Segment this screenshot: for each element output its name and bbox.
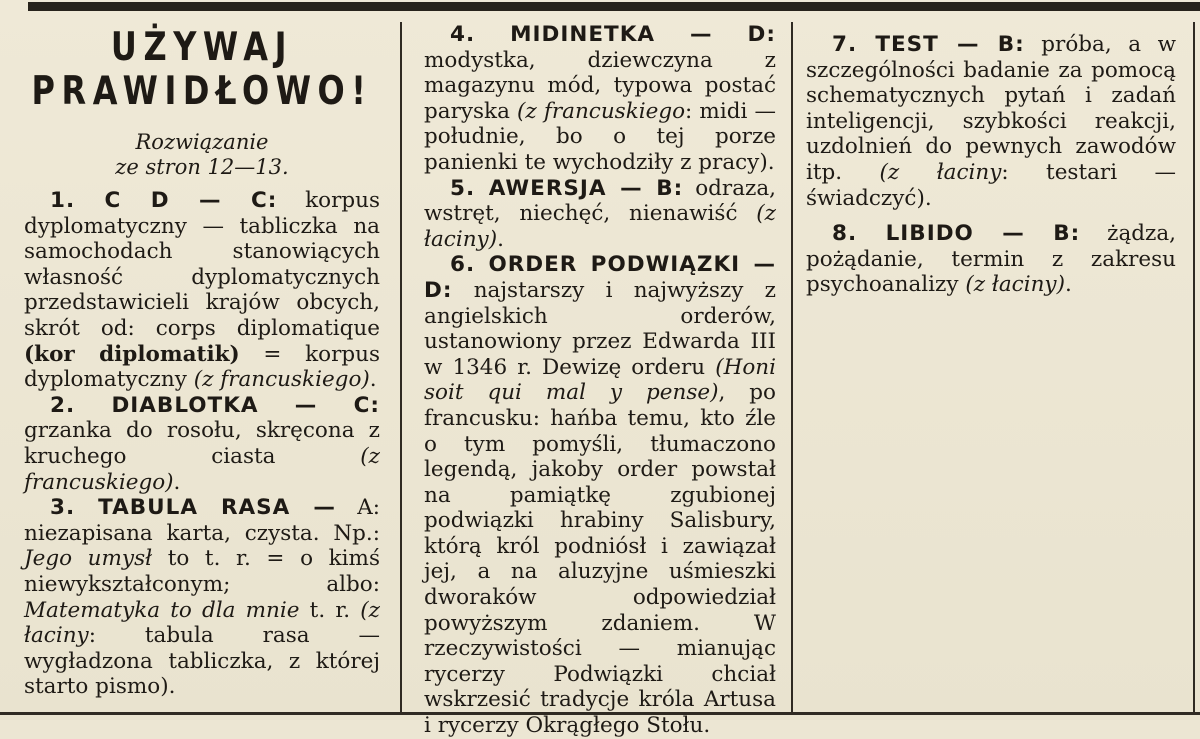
entry-2-text: grzanka do rosołu, skręcona z kruchego ciasta [24,418,380,469]
entry-8 [806,221,1176,298]
entry-7-origin: (z łaciny [879,159,1002,185]
column-divider-2 [791,22,793,712]
entry-8-end: . [1064,272,1072,298]
entry-8-origin: (z łaciny) [965,272,1065,298]
headline-line-1: UŻYWAJ [110,25,294,70]
column-3 [806,22,1176,714]
entry-3-example-2: Matematyka to dla mnie [24,597,300,623]
entry-6-title: 6. ORDER PODWIĄZKI — D: [424,252,776,303]
entry-7-text: próba, a w szczególności badanie za pomocą schematycznych pytań i zadań inteligencji, szybkości reakcji, uzdolnień do pewnych zawodów itp. [806,32,1177,185]
entry-1-origin: (z francuskiego) [193,367,370,393]
entry-2-origin: (z francuskiego) [24,443,380,495]
entry-6-text-2: , po francusku: hańba temu, kto źle o tym pomyśli, tłumaczono legendą, jakoby order powstał na pamiątkę zgubionej podwiązki hrabiny Salisbury, którą król podniósł i zawiązał jej, a na aluzyjne uśmieszki dworaków odpowiedział powyższym zdaniem. W rzeczywistości — mianując rycerzy Podwiązki chciał wskrzesić tradycje króla Artusa i rycerzy Okrągłego Stołu. [424,380,776,739]
entry-3-origin: (z łaciny [24,597,380,649]
entry-1-text: korpus dyplomatyczny — tabliczka na samochodach stanowiących własność dyplomatycznych przedstawicieli krajów obcych, skrót od: corps diplomatique [24,188,380,341]
entry-3-text: A: niezapisana karta, czysta. Np.: [24,495,380,546]
entry-4-title: 4. MIDINETKA — D: [450,22,776,47]
entry-1-title: 1. C D — C: [50,188,278,213]
entry-6-text: najstarszy i najwyższy z angielskich orderów, ustanowiony przez Edwarda III w 1346 r. Dewizę orderu [424,277,776,380]
column-2 [424,22,776,739]
top-rule [28,2,1200,11]
entry-5-origin: (z łaciny) [424,201,776,252]
entry-7-title: 7. TEST — B: [832,32,1025,57]
entry-5-text: odraza, wstręt, niechęć, nienawiść [424,175,776,227]
entry-4 [424,22,776,176]
entry-2-end: . [173,469,181,495]
entry-1-end: . [369,367,377,393]
entry-7-text-2: : testari — świadczyć). [806,159,1176,211]
subtitle-line-2: ze stron 12—13. [115,155,289,179]
subtitle [24,130,380,180]
entry-7 [806,32,1176,211]
entry-8-text: żądza, pożądanie, termin z zakresu psychoanalizy [806,221,1176,298]
entry-8-title: 8. LIBIDO — B: [832,221,1081,247]
headline [31,26,372,114]
entry-3 [24,495,380,700]
entry-2-title: 2. DIABLOTKA — C: [50,392,380,418]
entry-3-example: Jego umysł [24,546,153,572]
entry-6-motto: (Honi soit qui mal y pense) [424,354,776,406]
subtitle-line-1: Rozwiązanie [135,130,269,154]
entry-6 [424,252,776,738]
entry-5-title: 5. AWERSJA — B: [450,175,684,201]
entry-2 [24,393,380,495]
entry-3-text-3: t. r. [299,597,361,623]
column-1 [24,22,380,714]
entry-1-text-2: = korpus dyplomatyczny [24,341,381,393]
entry-3-title: 3. TABULA RASA — [50,495,336,521]
entry-5-end: . [497,226,504,252]
entry-3-text-4: : tabula rasa — wygładzona tabliczka, z której starto pismo). [24,623,380,700]
entry-4-text-2: : midi — południe, bo o tej porze panienki te wychodziły z pracy). [424,98,776,175]
entry-3-text-2: to t. r. = o kimś niewykształconym; albo: [24,546,380,597]
entry-5 [424,176,776,253]
entry-4-text: modystka, dziewczyna z magazynu mód, typowa postać paryska [424,47,776,124]
entry-1-pronunciation: (kor diplomatik) [24,341,240,367]
headline-line-2: PRAWIDŁOWO! [31,69,373,114]
column-divider-1 [400,22,402,712]
column-divider-3 [1193,22,1195,712]
entry-4-origin: (z francuskiego [517,98,686,124]
entry-1 [24,188,380,393]
